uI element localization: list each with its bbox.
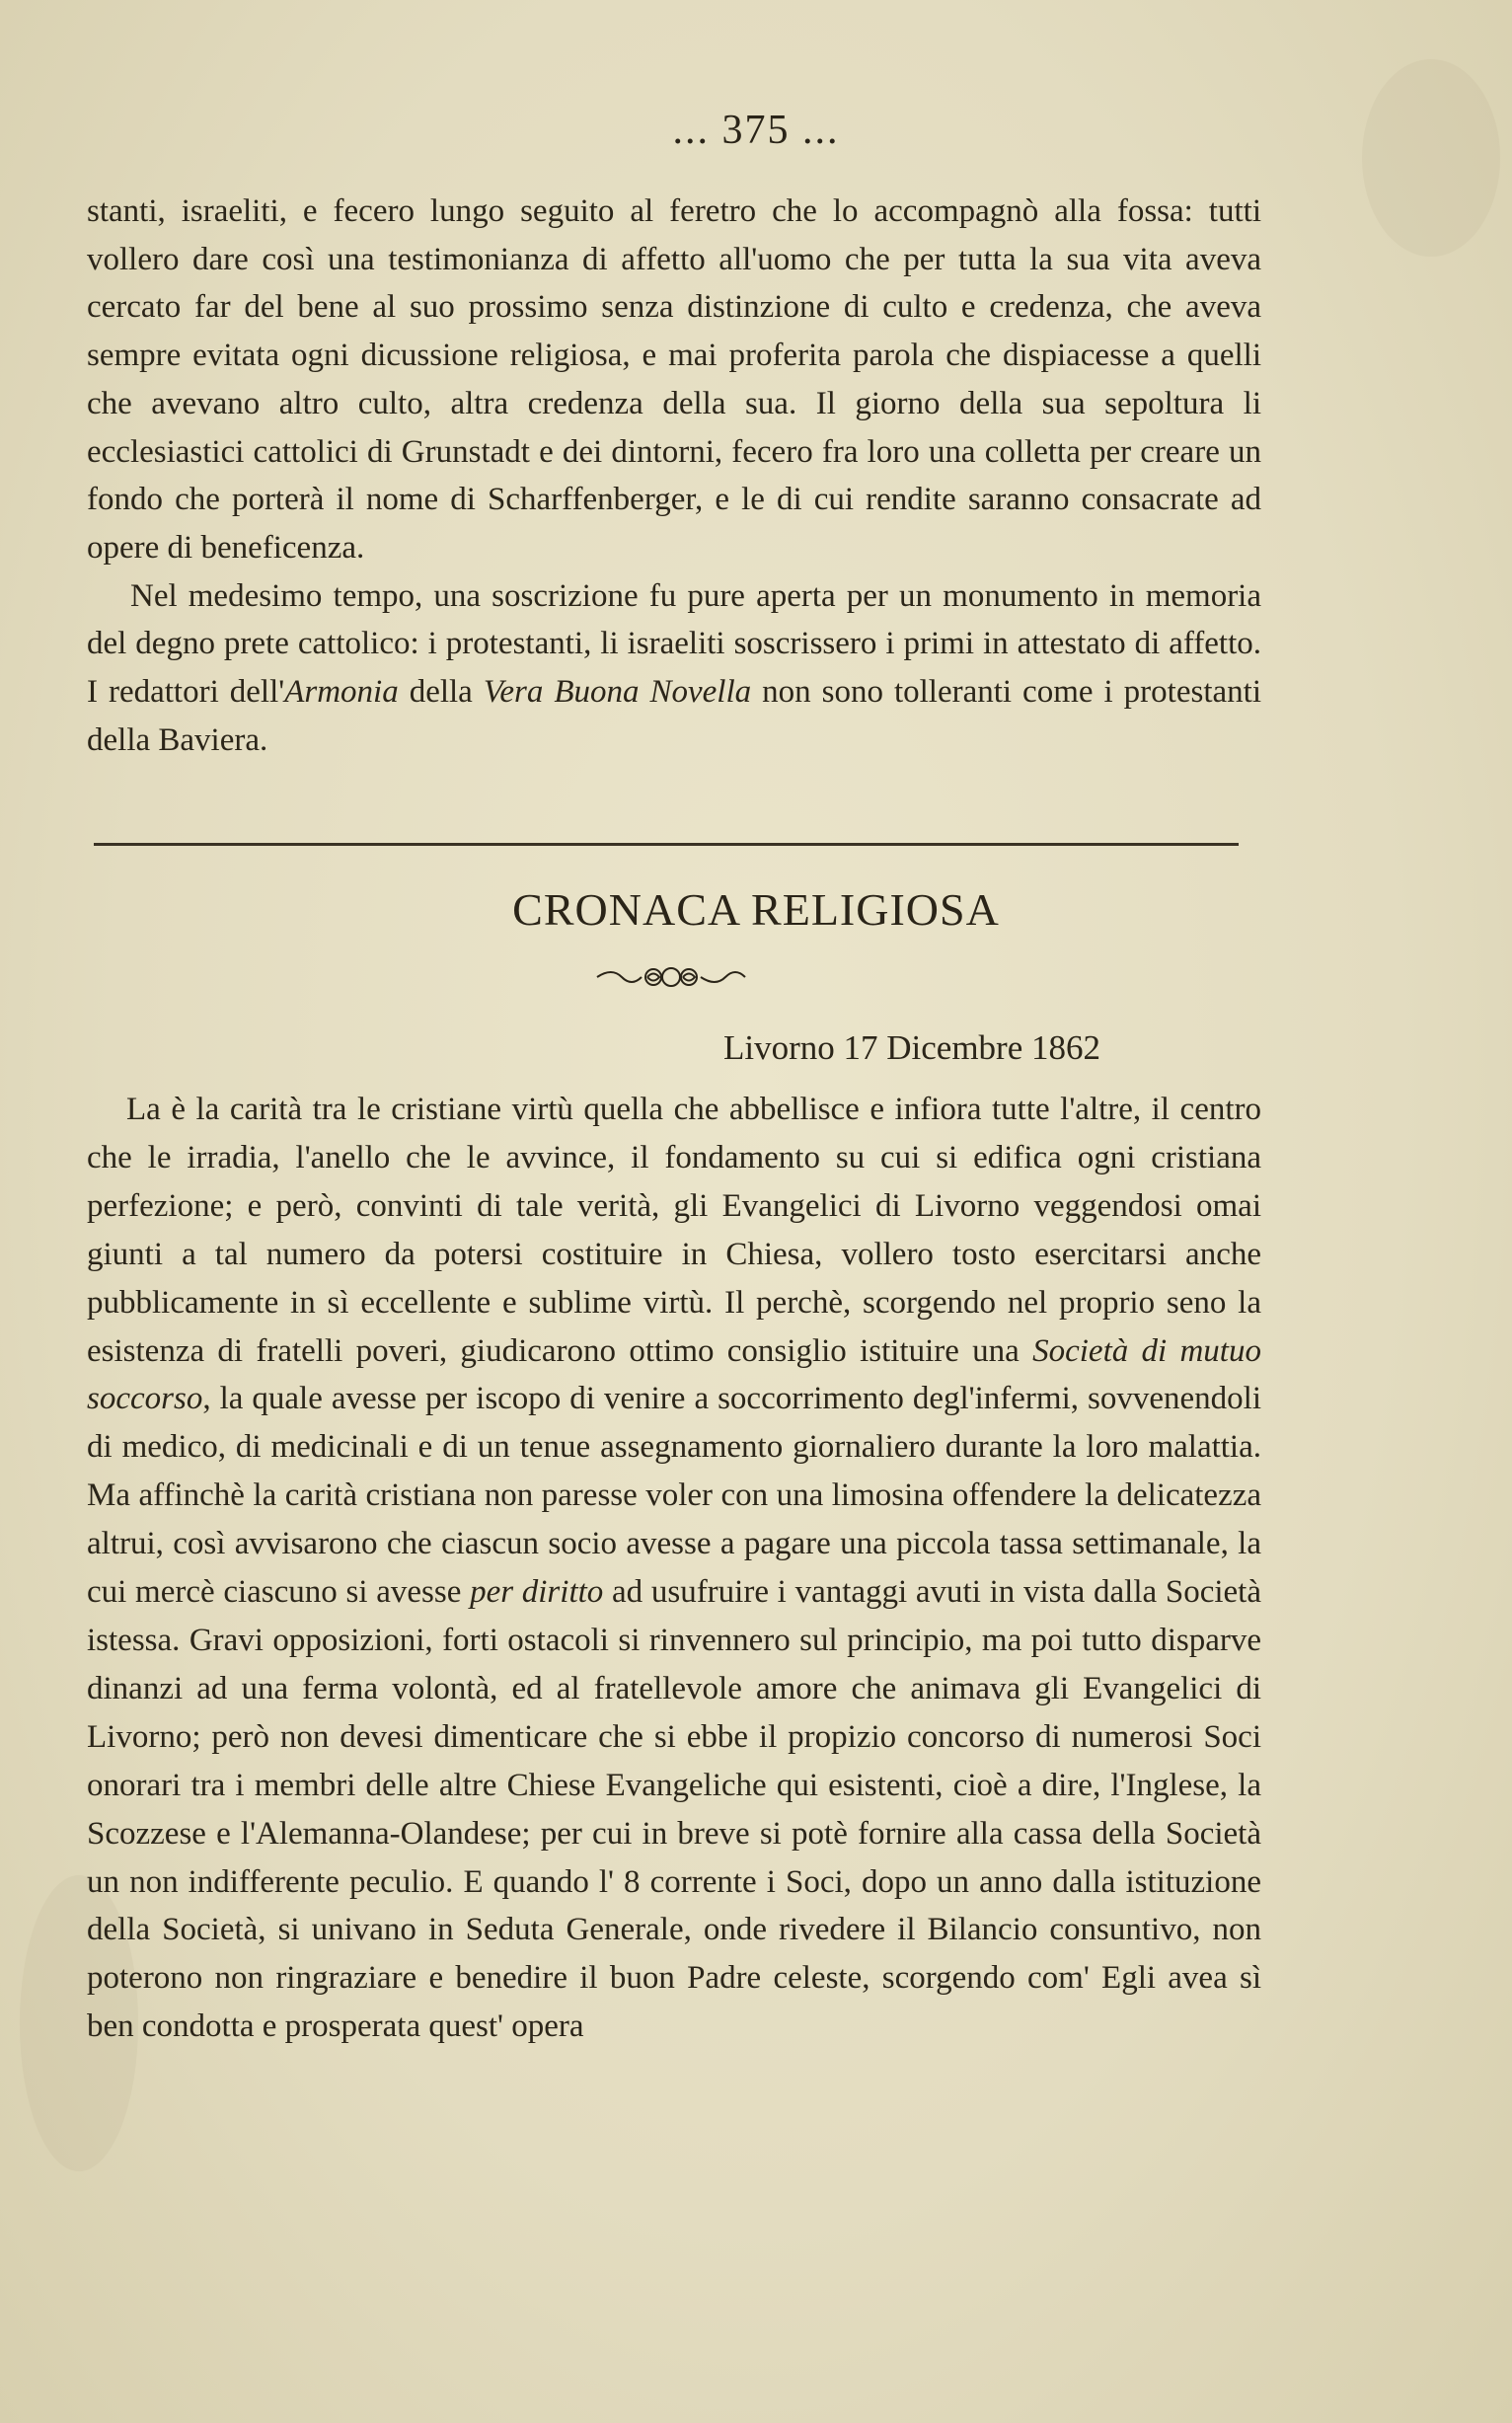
paragraph (87, 1086, 1261, 2051)
italic-term: per diritto (470, 1574, 604, 1611)
article-body (87, 1086, 1261, 2051)
ornament-icon (592, 962, 750, 992)
paragraph-text: non sono tolleranti come i protestanti della Baviera. (87, 674, 1261, 758)
paragraph-text: della (398, 674, 484, 711)
paragraph-text: Nel medesimo tempo, una soscrizione fu pure aperta per un monumento in memoria del degno prete cattolico: i protestanti, li israeliti soscrissero i primi in attestato di affetto. I redattori dell' (87, 577, 1261, 711)
paragraph (87, 188, 1261, 572)
section-divider (94, 843, 1239, 846)
section-title: CRONACA RELIGIOSA (512, 884, 1000, 935)
page-number-header: ... 375 ... (672, 108, 840, 153)
paragraph-text: stanti, israeliti, e fecero lungo seguito al feretro che lo accompagnò alla fossa: tutti vollero dare così una testimonianza di affetto all'uomo che per tutta la sua vita aveva cercato far del bene al suo prossimo senza distinzione di culto e credenza, che aveva sempre evitata ogni dicussione religiosa, e mai proferita parola che dispiacesse a quelli che avevano altro culto, altra credenza della sua. Il giorno della sua sepoltura li ecclesiastici cattolici di Grunstadt e dei dintorni, fecero fra loro una colletta per creare un fondo che porterà il nome di Scharffenberger, e le di cui rendite saranno consacrate ad opere di beneficenza. (87, 193, 1261, 566)
italic-title: Vera Buona Novella (483, 674, 752, 711)
paragraph-text: ad usufruire i vantaggi avuti in vista dalla Società istessa. Gravi opposizioni, forti ostacoli si rinvennero sul principio, ma poi tutto disparve dinanzi ad una ferma volontà, ed al fratellevole amore che animava gli Evangelici di Livorno; però non devesi dimenticare che si ebbe il propizio concorso di numerosi Soci onorari tra i membri delle altre Chiese Evangeliche qui esistenti, cioè a dire, l'Inglese, la Scozzese e l'Alemanna-Olandese; per cui in breve si potè fornire alla cassa della Società un non indifferente peculio. E quando l' 8 corrente i Soci, dopo un anno dalla istituzione della Società, si univano in Seduta Generale, onde rivedere il Bilancio consuntivo, non poterono non ringraziare e benedire il buon Padre celeste, scorgendo com' Egli avea sì ben condotta e prosperata quest' opera (87, 1574, 1261, 2045)
paragraph-text: , la quale avesse per iscopo di venire a soccorrimento degl'infermi, sovvenendoli di medico, di medicinali e di un tenue assegnamento giornaliero durante la loro malattia. Ma affinchè la carità cristiana non paresse voler con una limosina offendere la delicatezza altrui, così avvisarono che ciascun socio avesse a pagare una piccola tassa settimanale, la cui mercè ciascuno si avesse (87, 1381, 1261, 1611)
paper-stain (1362, 59, 1500, 257)
dateline: Livorno 17 Dicembre 1862 (723, 1028, 1100, 1067)
italic-title: Armonia (284, 674, 399, 711)
paragraph (87, 572, 1261, 765)
italic-term: Società di mutuo soccorso (87, 1332, 1261, 1417)
continued-article (87, 188, 1261, 764)
paragraph-text: La è la carità tra le cristiane virtù quella che abbellisce e infiora tutte l'altre, il centro che le irradia, l'anello che le avvince, il fondamento su cui si edifica ogni cristiana perfezione; e però, convinti di tale verità, gli Evangelici di Livorno veggendosi omai giunti a tal numero da potersi costituire in Chiesa, vollero tosto esercitarsi anche pubblicamente in sì eccellente e sublime virtù. Il perchè, scorgendo nel proprio seno la esistenza di fratelli poveri, giudicarono ottimo consiglio istituire una (87, 1092, 1261, 1369)
